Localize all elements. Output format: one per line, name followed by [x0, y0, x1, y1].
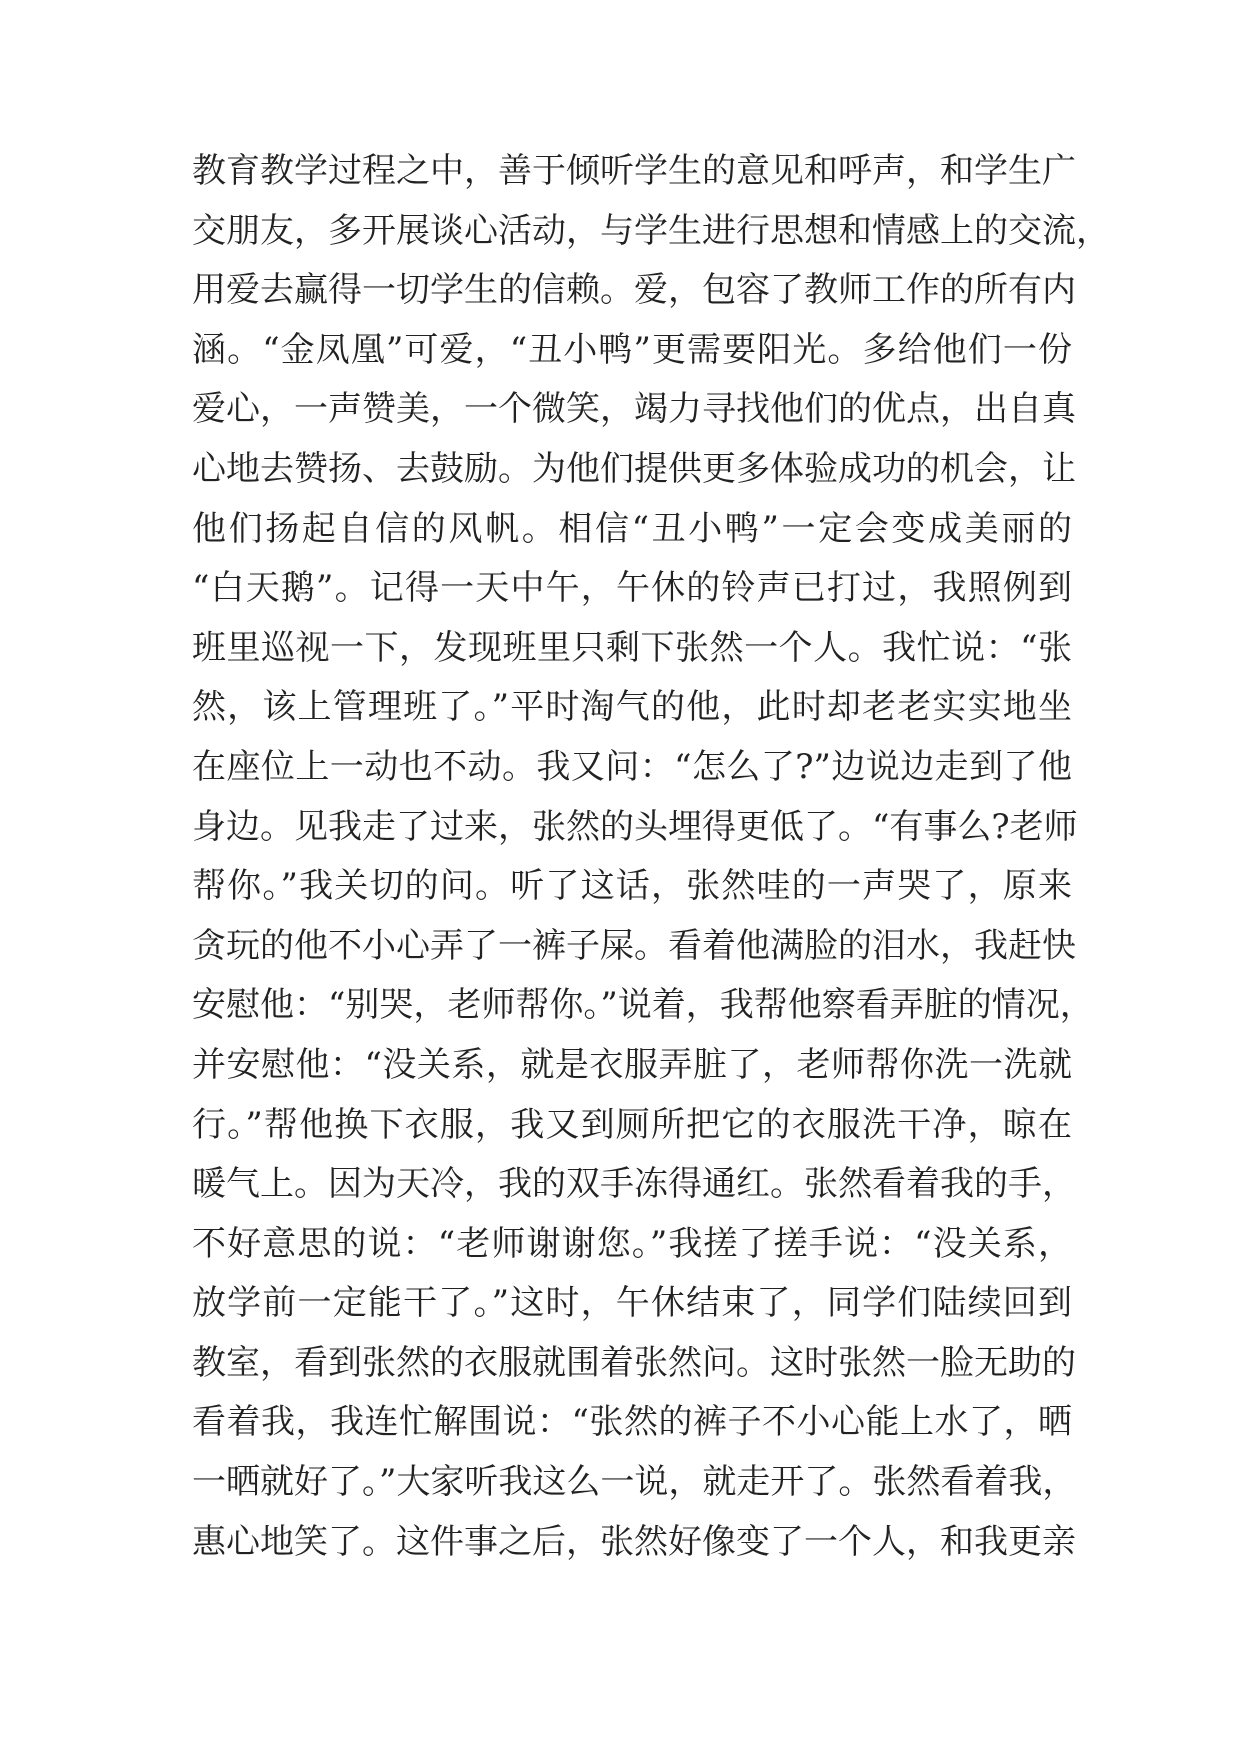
text-line: 教育教学过程之中，善于倾听学生的意见和呼声，和学生广: [192, 151, 1076, 191]
text-line: 然，该上管理班了。”平时淘气的他，此时却老老实实地坐: [192, 687, 1072, 728]
text-line: 并安慰他：“没关系，就是衣服弄脏了，老师帮你洗一洗就: [192, 1044, 1072, 1085]
text-line: 贪玩的他不小心弄了一裤子屎。看着他满脸的泪水，我赶快: [192, 925, 1076, 966]
text-line: 惠心地笑了。这件事之后，张然好像变了一个人，和我更亲: [192, 1521, 1076, 1562]
text-line: “白天鹅”。记得一天中午，午休的铃声已打过，我照例到: [192, 568, 1072, 609]
text-line: 一晒就好了。”大家听我这么一说，就走开了。张然看着我，: [192, 1462, 1077, 1503]
text-line: 看着我，我连忙解围说：“张然的裤子不小心能上水了，晒: [192, 1402, 1072, 1443]
text-line: 暖气上。因为天冷，我的双手冻得通红。张然看着我的手，: [192, 1164, 1076, 1205]
text-line: 班里巡视一下，发现班里只剩下张然一个人。我忙说：“张: [192, 627, 1072, 668]
text-line: 心地去赞扬、去鼓励。为他们提供更多体验成功的机会，让: [192, 448, 1076, 489]
body-text: [192, 142, 1110, 1572]
text-line: 不好意思的说：“老师谢谢您。”我搓了搓手说：“没关系，: [192, 1223, 1072, 1264]
text-line: 用爱去赢得一切学生的信赖。爱，包容了教师工作的所有内: [192, 270, 1076, 311]
text-line: 教室，看到张然的衣服就围着张然问。这时张然一脸无助的: [192, 1342, 1076, 1383]
text-line: 帮你。”我关切的问。听了这话，张然哇的一声哭了，原来: [192, 866, 1072, 907]
text-line: 安慰他：“别哭，老师帮你。”说着，我帮他察看弄脏的情况，: [192, 985, 1094, 1026]
text-line: 身边。见我走了过来，张然的头埋得更低了。“有事么?老师: [192, 806, 1078, 847]
text-line: 放学前一定能干了。”这时，午休结束了，同学们陆续回到: [192, 1283, 1072, 1324]
text-line: 行。”帮他换下衣服，我又到厕所把它的衣服洗干净，晾在: [192, 1104, 1072, 1145]
text-line: 交朋友，多开展谈心活动，与学生进行思想和情感上的交流，: [192, 210, 1110, 251]
text-line: 爱心，一声赞美，一个微笑，竭力寻找他们的优点，出自真: [192, 389, 1076, 430]
text-line: 涵。“金凤凰”可爱，“丑小鸭”更需要阳光。多给他们一份: [192, 329, 1072, 370]
text-line: 他们扬起自信的风帆。相信“丑小鸭”一定会变成美丽的: [192, 508, 1072, 549]
text-line: 在座位上一动也不动。我又问：“怎么了?”边说边走到了他: [192, 746, 1072, 787]
